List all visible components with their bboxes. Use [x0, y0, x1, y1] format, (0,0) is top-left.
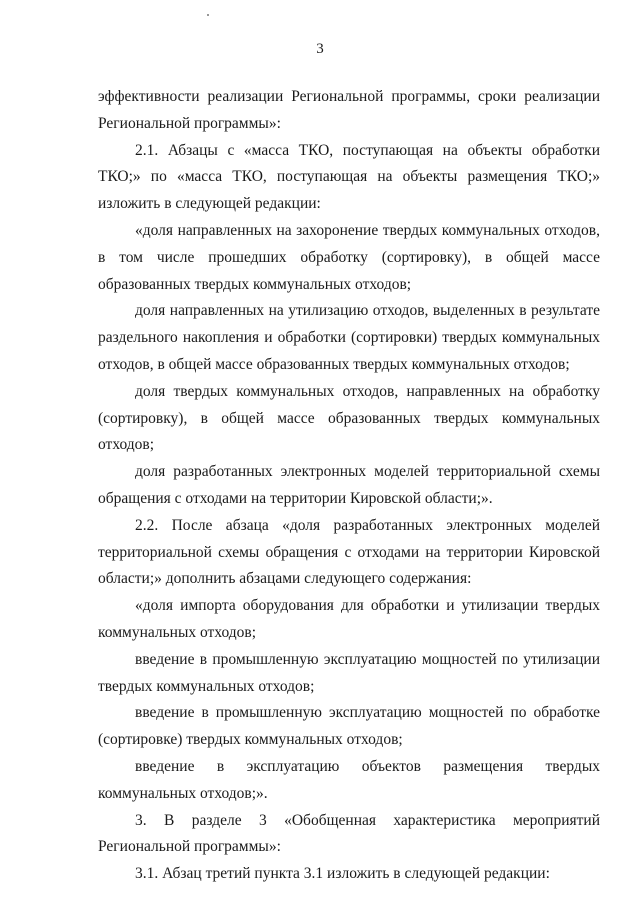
paragraph-utilization-capacity: введение в промышленную эксплуатацию мощностей по утилизации твердых коммунальных отходов; [98, 650, 600, 695]
paragraph-processing-capacity: введение в промышленную эксплуатацию мощностей по обработке (сортировке) твердых коммунальных отходов; [98, 704, 600, 749]
paragraph-item-3: 3. В разделе 3 «Обобщенная характеристика мероприятий Региональной программы»: [98, 811, 600, 856]
document-body [98, 84, 600, 888]
paragraph-placement-facilities: введение в эксплуатацию объектов размещения твердых коммунальных отходов;». [98, 757, 600, 802]
paragraph-import-share: «доля импорта оборудования для обработки и утилизации твердых коммунальных отходов; [98, 597, 600, 641]
paragraph-electronic-models-share: доля разработанных электронных моделей территориальной схемы обращения с отходами на территории Кировской области;». [98, 463, 600, 507]
paragraph-item-2-1: 2.1. Абзацы с «масса ТКО, поступающая на объекты обработки ТКО;» по «масса ТКО, поступающая на объекты размещения ТКО;» изложить в следующей редакции: [98, 141, 600, 213]
paragraph-item-2-2: 2.2. После абзаца «доля разработанных электронных моделей территориальной схемы обращения с отходами на территории Кировской области;» дополнить абзацами следующего содержания: [98, 516, 600, 588]
paragraph-utilization-share: доля направленных на утилизацию отходов, выделенных в результате раздельного накопления и обработки (сортировки) твердых коммунальных отходов, в общей массе образованных твердых коммунальных отходов; [98, 302, 600, 373]
paragraph-continuation: эффективности реализации Региональной программы, сроки реализации Региональной программы»: [98, 88, 600, 132]
paragraph-quote-burial-share: «доля направленных на захоронение твердых коммунальных отходов, в том числе прошедших обработку (сортировку), в общей массе образованных твердых коммунальных отходов; [98, 221, 600, 293]
page-number: 3 [316, 41, 324, 57]
paragraph-item-3-1: 3.1. Абзац третий пункта 3.1 изложить в следующей редакции: [135, 865, 550, 883]
paragraph-processing-share: доля твердых коммунальных отходов, направленных на обработку (сортировку), в общей массе образованных твердых коммунальных отходов; [98, 382, 600, 454]
scan-speck [207, 14, 209, 16]
